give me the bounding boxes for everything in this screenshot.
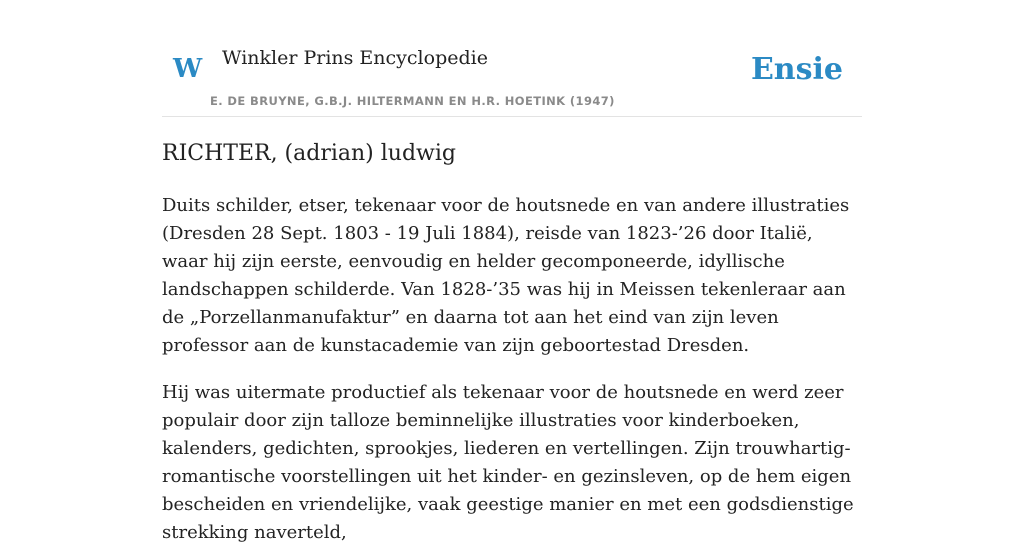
article [162,138,862,547]
winkler-prins-logo[interactable]: W [173,54,203,84]
publication-header [162,0,862,117]
publication-title-link[interactable]: Winkler Prins Encyclopedie [222,47,488,69]
ensie-brand-logo[interactable]: Ensie [750,52,843,87]
article-paragraph-1: Duits schilder, etser, tekenaar voor de houtsnede en van andere illustraties (Dresden 28 Sept. 1803 - 19 Juli 1884), reisde van 1823-’26 door Italië, waar hij zijn eerste, eenvoudig en helder gecomponeerde, idyllische landschappen schilderde. Van 1828-’35 was hij in Meissen tekenleraar aan de „Porzellanmanufaktur” en daarna tot aan het eind van zijn leven professor aan de kunstacademie van zijn geboortestad Dresden. [162,195,850,356]
article-paragraph-2: Hij was uitermate productief als tekenaar voor de houtsnede en werd zeer populair door zijn talloze beminnelijke illustraties voor kinderboeken, kalenders, gedichten, sprookjes, liederen en vertellingen. Zijn trouwhartig-romantische voorstellingen uit het kinder- en gezinsleven, op de hem eigen bescheiden en vriendelijke, vaak geestige manier en met een godsdienstige strekking naverteld, [162,382,854,543]
publication-authors: E. DE BRUYNE, G.B.J. HILTERMANN EN H.R. HOETINK (1947) [210,94,615,108]
entry-title: RICHTER, (adrian) ludwig [162,141,456,166]
